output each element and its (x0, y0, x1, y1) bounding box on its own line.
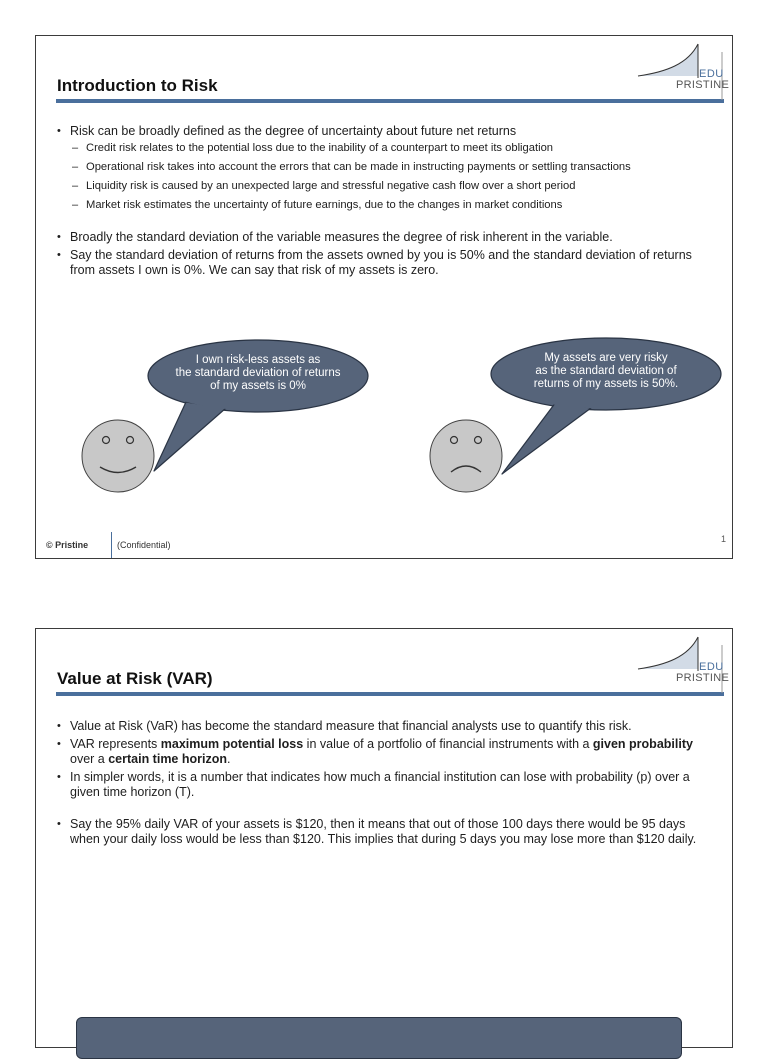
footer-divider (111, 532, 112, 558)
bullet-var-definition: • Value at Risk (VaR) has become the standard measure that financial analysts use to quantify this risk. (56, 719, 718, 734)
edupristine-logo (636, 42, 730, 102)
footer-confidential: (Confidential) (117, 540, 171, 550)
sub-bullet-liquidity-risk: – Liquidity risk is caused by an unexpected large and stressful negative cash flow over a short period (70, 180, 718, 193)
speech-bubble-left-text: I own risk-less assets as the standard deviation of returns of my assets is 0% (175, 354, 341, 392)
smiley-face-icon (82, 420, 154, 492)
bullet-text: Risk can be broadly defined as the degree of uncertainty about future net returns (70, 124, 517, 138)
sub-bullet-operational-risk: – Operational risk takes into account the errors that can be made in instructing payments or settling transactions (70, 161, 718, 174)
bullet-var-example: • Say the 95% daily VAR of your assets is $120, then it means that out of those 100 days there would be 95 days when your daily loss would be less than $120. This implies that during 5 days you may lose more than $120 daily. (56, 817, 718, 847)
sub-bullet-credit-risk: – Credit risk relates to the potential loss due to the inability of a counterpart to meet its obligation (70, 142, 718, 155)
logo-text-edu: EDU (699, 68, 724, 80)
edupristine-logo (636, 635, 730, 695)
bullet-standard-deviation: • Broadly the standard deviation of the variable measures the degree of risk inherent in the variable. (56, 230, 718, 245)
page-number: 1 (720, 534, 726, 544)
slide-title: Introduction to Risk (57, 76, 218, 95)
title-rule (56, 692, 724, 696)
footer-copyright: © Pristine (46, 540, 89, 550)
slide-introduction-to-risk (35, 35, 733, 559)
sad-face-icon (430, 420, 502, 492)
sub-bullet-market-risk: – Market risk estimates the uncertainty of future earnings, due to the changes in market conditions (70, 199, 718, 212)
bullet-risk-definition (56, 124, 718, 212)
bullet-list (56, 719, 718, 850)
callout-box (76, 1017, 682, 1059)
title-rule (56, 99, 724, 103)
speech-bubble-right-text: My assets are very risky as the standard deviation of returns of my assets is 50%. (533, 352, 679, 390)
logo-text-pristine: PRISTINE (676, 672, 730, 684)
slide-title: Value at Risk (VAR) (57, 669, 213, 688)
bullet-example: • Say the standard deviation of returns from the assets owned by you is 50% and the standard deviation of returns from assets I own is 0%. We can say that risk of my assets is zero. (56, 248, 718, 278)
bullet-list (56, 124, 718, 278)
bullet-var-represents: • VAR represents maximum potential loss in value of a portfolio of financial instruments with a given probability over a certain time horizon. (56, 737, 718, 767)
logo-text-pristine: PRISTINE (676, 79, 730, 91)
logo-text-edu: EDU (699, 661, 724, 673)
bullet-simpler-words: • In simpler words, it is a number that indicates how much a financial institution can lose with probability (p) over a given time horizon (T). (56, 770, 718, 800)
slide-value-at-risk (35, 628, 733, 1048)
sub-bullet-list (70, 142, 718, 212)
